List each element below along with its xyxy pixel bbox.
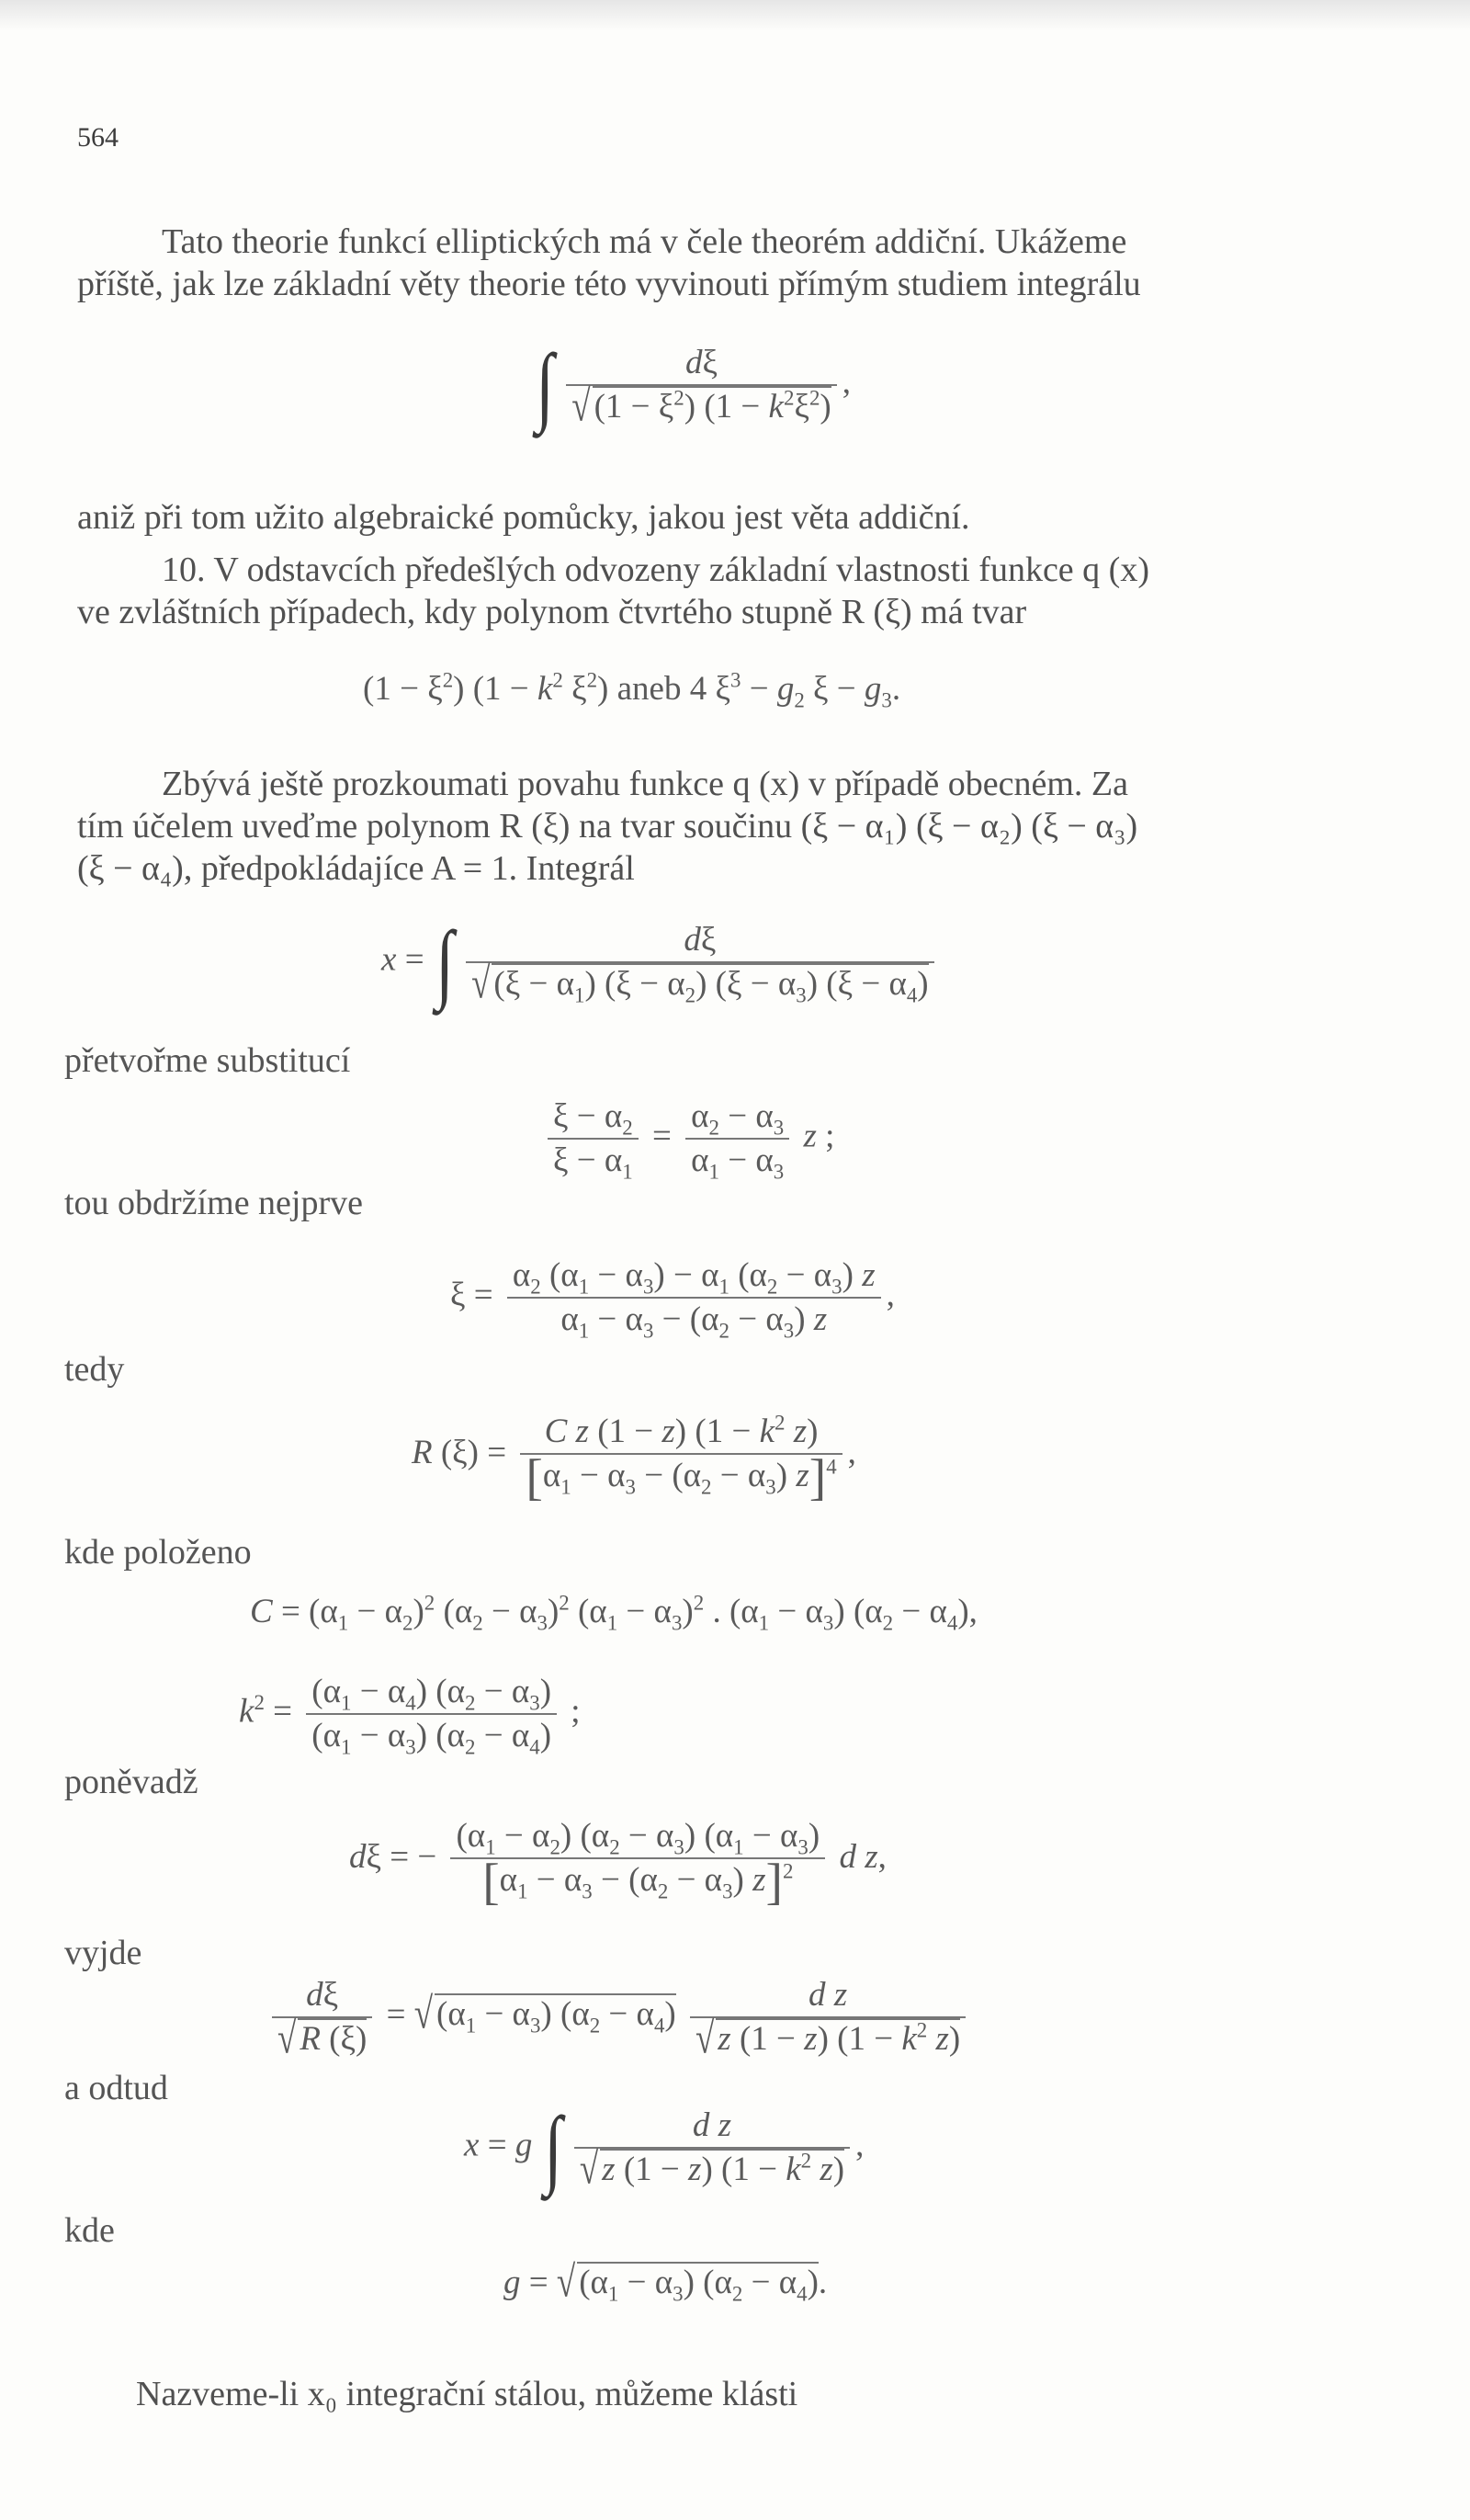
word-kde: kde	[64, 2211, 115, 2250]
paragraph-3-line-2: tím účelem uveďme polynom R (ξ) na tvar součinu (ξ − α₁) (ξ − α₂) (ξ − α₃)	[77, 807, 1138, 846]
word-a-odtud: a odtud	[64, 2069, 168, 2107]
last-line: Nazveme-li x₀ integrační stálou, můžeme klásti	[136, 2375, 798, 2413]
equation-d-xi: dξ = − $\frac{(\alpha_1 - \alpha_2) (\alpha_2 - \alpha_3) (\alpha_1 - \alpha_3)}{[\alpha_1 - \alpha_3 - (\alpha_2 - \alpha_3) z]^2}$ d z,	[349, 1817, 887, 1911]
paragraph-3-line-3: (ξ − α₄), předpokládajíce A = 1. Integrál	[77, 849, 635, 888]
word-pretvorme: přetvořme substitucí	[64, 1041, 351, 1080]
equation-C-definition: $C = (\alpha_1 - \alpha_2)^2$ $(\alpha_2 - \alpha_3)^2$ $(\alpha_1 - \alpha_3)^2$ . $(\alpha_1 - \alpha_3) (\alpha_2 - \alpha_4)$,	[250, 1591, 978, 1635]
paragraph-1	[77, 221, 1409, 305]
paragraph-3-line-1: Zbývá ještě prozkoumati povahu funkce q (x) v případě obecném. Za	[162, 765, 1129, 803]
paragraph-2-line-1: 10. V odstavcích předešlých odvozeny základní vlastnosti funkce q (x)	[162, 551, 1149, 589]
paragraph-3	[77, 763, 1409, 890]
equation-k-squared: $k^2$ = $\frac{(\alpha_1 - \alpha_4) (\alpha_2 - \alpha_3)}{(\alpha_1 - \alpha_3) (\alpha_2 - \alpha_4)}$ ;	[239, 1673, 581, 1759]
eq-word-aneb: aneb	[616, 670, 682, 708]
word-ponevadz: poněvadž	[64, 1763, 198, 1801]
word-tedy: tedy	[64, 1350, 125, 1389]
word-vyjde: vyjde	[64, 1934, 142, 1972]
paragraph-1-line-1: Tato theorie funkcí elliptických má v čele theorém addiční. Ukážeme	[162, 222, 1127, 261]
word-kde-polozeno: kde položeno	[64, 1533, 252, 1572]
equation-x-equals-g-integral: x = g ∫ $\frac{\text{d z}}{√ z (1 - z) (1 - k^2 z)}$ ,	[464, 2098, 865, 2196]
page-number: 564	[77, 122, 119, 153]
equation-integral-elliptic: ∫ $\frac{d\xi}{√ (1 - \xi^2) (1 - k^2\xi^2)}$ ,	[536, 335, 851, 434]
equation-R-of-xi: R (ξ) = $\frac{C z (1 - z) (1 - k^2 z)}{[\alpha_1 - \alpha_3 - (\alpha_2 - \alpha_3) z]^4}$ ,	[412, 1411, 856, 1506]
paragraph-2	[77, 549, 1409, 633]
paragraph-1-continued: aniž při tom užito algebraické pomůcky, jakou jest věta addiční.	[77, 498, 970, 537]
equation-special-polynomials: $(1 - \xi^2)$ ($1 - k^2$ $\xi^2$) aneb 4 $\xi^3 - g_2$ $\xi - g_3$.	[363, 668, 901, 712]
paragraph-1-line-2: příště, jak lze základní věty theorie této vyvinouti přímým studiem integrálu	[77, 265, 1141, 303]
equation-g-definition: g = √ $(\alpha_1 - \alpha_3) (\alpha_2 - \alpha_4)$.	[503, 2257, 828, 2308]
word-tou-obdrzime: tou obdržíme nejprve	[64, 1184, 364, 1222]
equation-dxi-over-root-R: $\frac{d\xi}{√ R (\xi)}$ = √ $(\alpha_1 - \alpha_3) (\alpha_2 - \alpha_4)$ $\frac{\text{d z}}{√ z (1 - z) (1 - k^2 z)}$	[266, 1974, 971, 2060]
equation-substitution: $\frac{\xi - \alpha_2}{\xi - \alpha_1}$ = $\frac{\alpha_2 - \alpha_3}{\alpha_1 - \alpha_3}$ z ;	[542, 1095, 834, 1182]
scan-top-edge	[0, 0, 1470, 31]
equation-x-integral: x = ∫ $\frac{d\xi}{√ (\xi - \alpha_1) (\xi - \alpha_2) (\xi - \alpha_3) (\xi - \alpha_4)}$	[381, 919, 940, 1005]
equation-xi-of-z: ξ = $\frac{\alpha_2 (\alpha_1 - \alpha_3) - \alpha_1 (\alpha_2 - \alpha_3) z}{\alpha_1 - \alpha_3 - (\alpha_2 - \alpha_3) z}$ ,	[450, 1256, 895, 1343]
paragraph-2-line-2: ve zvláštních případech, kdy polynom čtvrtého stupně R (ξ) má tvar	[77, 593, 1027, 631]
